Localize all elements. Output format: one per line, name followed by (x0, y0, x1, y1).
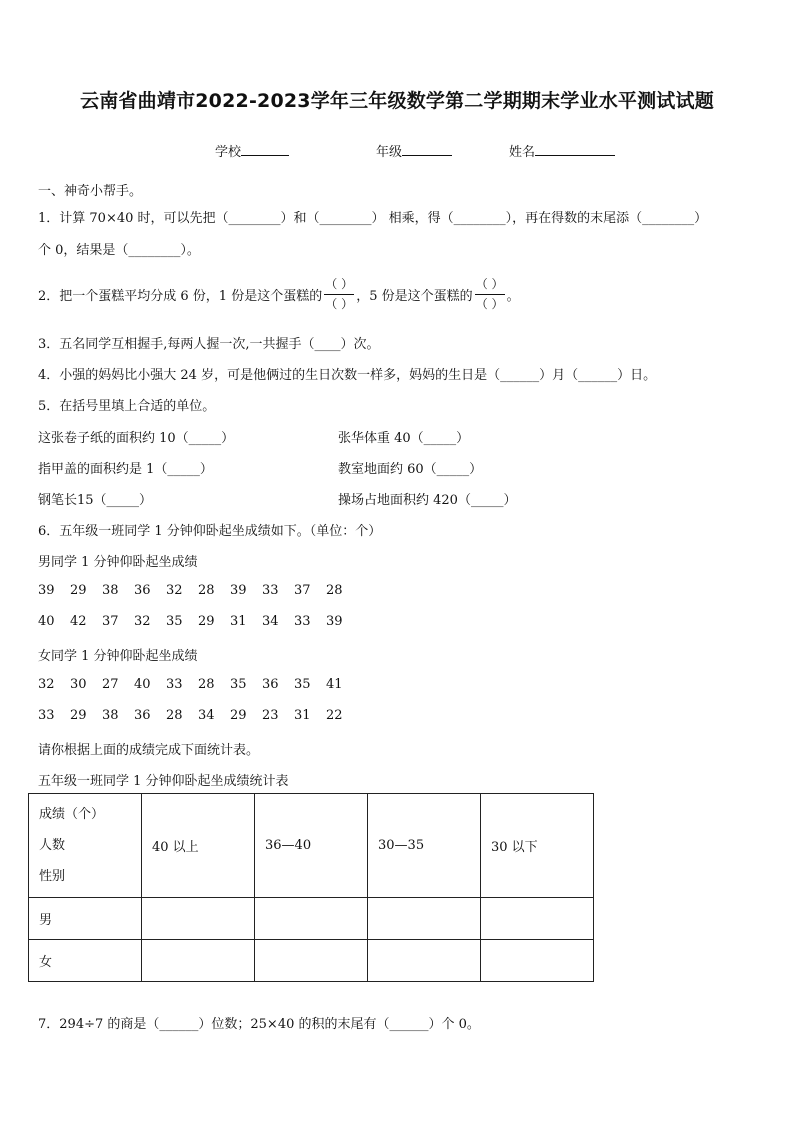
answer-cell[interactable] (142, 940, 255, 982)
fraction-bar (324, 294, 354, 295)
score: 36 (134, 708, 151, 723)
column-header: 30 以下 (481, 794, 594, 898)
score: 40 (134, 677, 151, 692)
fraction-denominator: （ ） (325, 296, 354, 311)
score: 31 (294, 708, 311, 723)
score: 22 (326, 708, 343, 723)
table-title: 五年级一班同学 1 分钟仰卧起坐成绩统计表 (38, 774, 289, 789)
fraction-blank-2[interactable] (475, 277, 505, 312)
score: 35 (230, 677, 247, 692)
unit-item: 张华体重 40（_____） (338, 431, 470, 446)
score: 32 (134, 614, 151, 629)
statistics-table (28, 793, 594, 982)
score: 39 (38, 583, 55, 598)
score: 36 (262, 677, 279, 692)
score: 33 (262, 583, 279, 598)
name-label: 姓名 (509, 145, 536, 160)
question-5-title: 5．在括号里填上合适的单位。 (38, 399, 216, 414)
corner-label-score: 成绩（个） (39, 807, 105, 822)
score: 39 (230, 583, 247, 598)
unit-item: 操场占地面积约 420（_____） (338, 493, 517, 508)
boys-scores-row-1 (38, 583, 358, 598)
boys-label: 男同学 1 分钟仰卧起坐成绩 (38, 555, 198, 570)
answer-cell[interactable] (142, 898, 255, 940)
corner-label-gender: 性别 (39, 869, 66, 884)
answer-cell[interactable] (368, 940, 481, 982)
girls-scores-row-1 (38, 677, 358, 692)
question-7: 7．294÷7 的商是（______）位数；25×40 的积的末尾有（______）个 0。 (38, 1017, 480, 1032)
score: 29 (198, 614, 215, 629)
boys-scores-row-2 (38, 614, 358, 629)
score: 30 (70, 677, 87, 692)
score: 27 (102, 677, 119, 692)
answer-cell[interactable] (481, 940, 594, 982)
score: 39 (326, 614, 343, 629)
score: 32 (166, 583, 183, 598)
question-2-text-c: 。 (506, 288, 520, 304)
column-header: 36—40 (255, 794, 368, 898)
corner-label-count: 人数 (39, 838, 66, 853)
question-2-text-b: ，5 份是这个蛋糕的 (356, 288, 473, 304)
score: 29 (230, 708, 247, 723)
column-header: 30—35 (368, 794, 481, 898)
score: 28 (198, 583, 215, 598)
question-6-title: 6．五年级一班同学 1 分钟仰卧起坐成绩如下。（单位：个） (38, 524, 382, 539)
question-2-text-a: 2．把一个蛋糕平均分成 6 份，1 份是这个蛋糕的 (38, 288, 323, 304)
score: 37 (294, 583, 311, 598)
school-field[interactable] (215, 141, 289, 160)
answer-cell[interactable] (481, 898, 594, 940)
score: 28 (326, 583, 343, 598)
answer-cell[interactable] (368, 898, 481, 940)
question-1-line-2: 个 0，结果是（________）。 (38, 243, 200, 258)
fraction-bar (475, 294, 505, 295)
score: 36 (134, 583, 151, 598)
score: 37 (102, 614, 119, 629)
unit-item: 这张卷子纸的面积约 10（_____） (38, 431, 235, 446)
question-4: 4．小强的妈妈比小强大 24 岁，可是他俩过的生日次数一样多，妈妈的生日是（______）月（______）日。 (38, 368, 657, 383)
girls-label: 女同学 1 分钟仰卧起坐成绩 (38, 649, 198, 664)
score: 34 (198, 708, 215, 723)
unit-item: 钢笔长15（_____） (38, 493, 153, 508)
score: 38 (102, 583, 119, 598)
grade-field[interactable] (376, 141, 452, 160)
page-title: 云南省曲靖市2022-2023学年三年级数学第二学期期末学业水平测试试题 (80, 90, 714, 112)
table-corner-header (29, 794, 142, 898)
score: 28 (198, 677, 215, 692)
score: 31 (230, 614, 247, 629)
score: 40 (38, 614, 55, 629)
score: 41 (326, 677, 343, 692)
fraction-denominator: （ ） (475, 296, 504, 311)
score: 29 (70, 708, 87, 723)
grade-label: 年级 (376, 145, 403, 160)
question-2 (38, 274, 520, 314)
row-header: 男 (29, 898, 142, 940)
score: 23 (262, 708, 279, 723)
fraction-numerator: （ ） (475, 276, 504, 291)
unit-item: 指甲盖的面积约是 1（_____） (38, 462, 213, 477)
score: 35 (166, 614, 183, 629)
question-6-instruction: 请你根据上面的成绩完成下面统计表。 (38, 743, 260, 758)
question-3: 3．五名同学互相握手,每两人握一次,一共握手（____）次。 (38, 337, 380, 352)
fraction-blank-1[interactable] (324, 277, 354, 312)
score: 33 (166, 677, 183, 692)
score: 38 (102, 708, 119, 723)
score: 35 (294, 677, 311, 692)
school-label: 学校 (215, 145, 242, 160)
score: 32 (38, 677, 55, 692)
name-field[interactable] (509, 141, 615, 160)
fraction-numerator: （ ） (325, 276, 354, 291)
unit-item: 教室地面约 60（_____） (338, 462, 483, 477)
score: 29 (70, 583, 87, 598)
name-blank[interactable] (535, 142, 615, 156)
score: 42 (70, 614, 87, 629)
column-header: 40 以上 (142, 794, 255, 898)
row-header: 女 (29, 940, 142, 982)
score: 33 (38, 708, 55, 723)
table-row (29, 940, 594, 982)
score: 33 (294, 614, 311, 629)
score: 34 (262, 614, 279, 629)
girls-scores-row-2 (38, 708, 358, 723)
grade-blank[interactable] (402, 142, 452, 156)
section-heading: 一、神奇小帮手。 (38, 184, 143, 199)
question-1-line-1: 1．计算 70×40 时，可以先把（________）和（________） 相乘，得（________），再在得数的末尾添（________） (38, 211, 708, 226)
answer-cell[interactable] (255, 898, 368, 940)
score: 28 (166, 708, 183, 723)
school-blank[interactable] (241, 142, 289, 156)
table-row (29, 898, 594, 940)
answer-cell[interactable] (255, 940, 368, 982)
